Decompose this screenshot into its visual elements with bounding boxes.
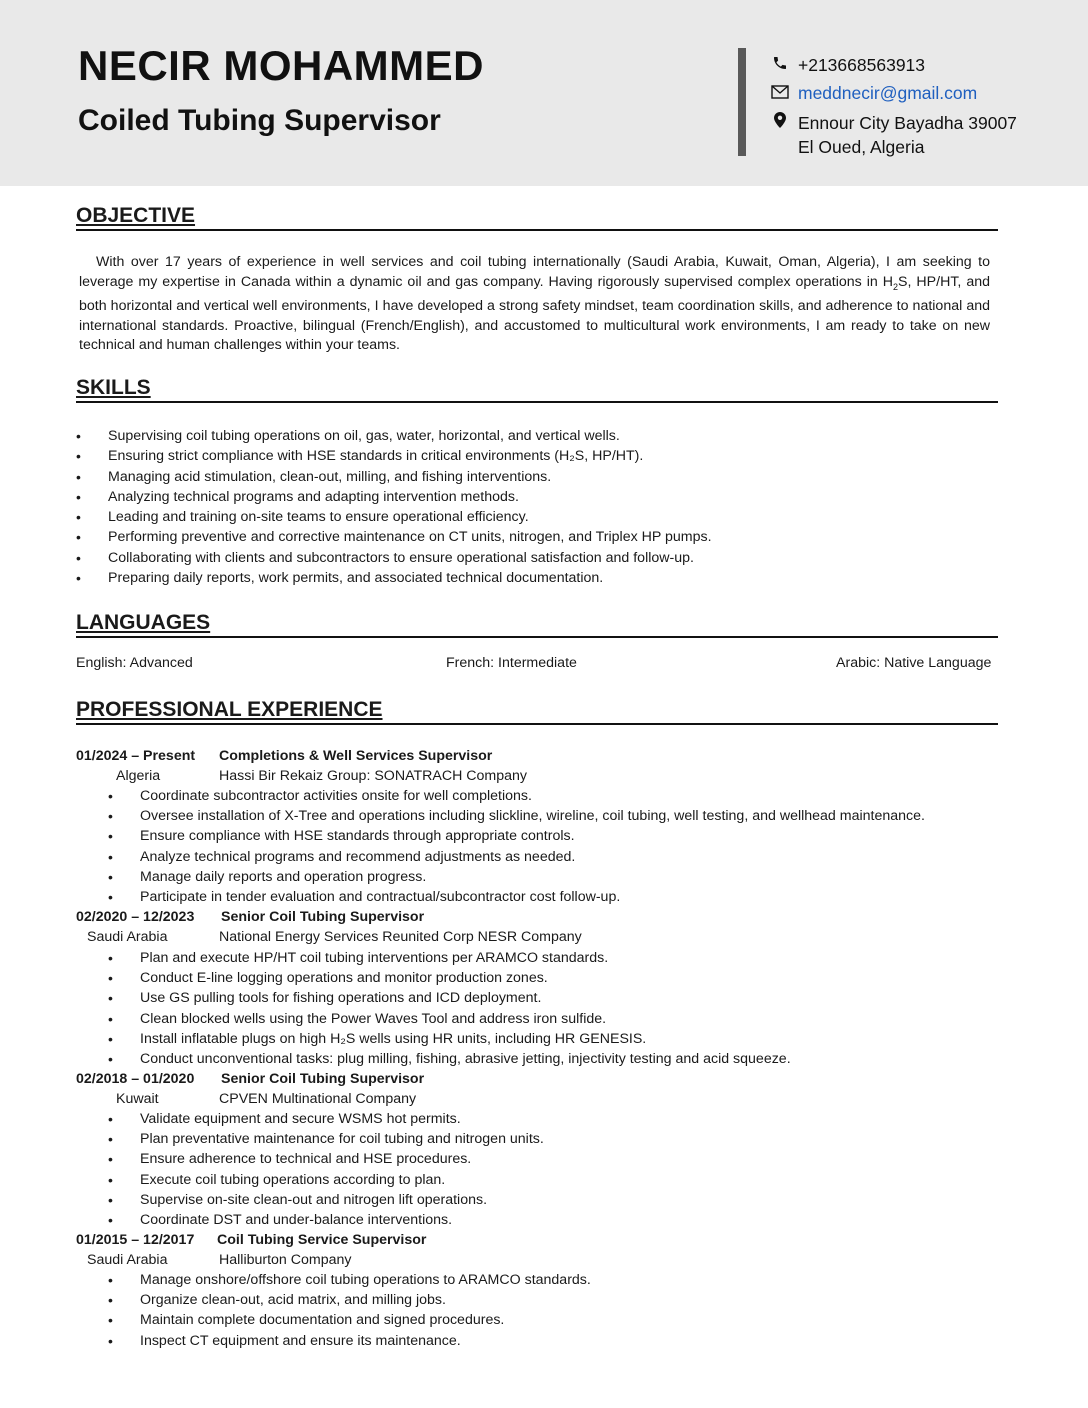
job-dates: 02/2018 – 01/2020 [76, 1071, 195, 1087]
list-item: • Clean blocked wells using the Power Waves Tool and address iron sulfide. [108, 1009, 1008, 1029]
job-duties [108, 1270, 1008, 1351]
list-item: • Use GS pulling tools for fishing operations and ICD deployment. [108, 988, 1008, 1008]
languages-heading: LANGUAGES [76, 611, 998, 638]
list-item: • Coordinate DST and under-balance interventions. [108, 1210, 1008, 1230]
list-item: • Plan and execute HP/HT coil tubing interventions per ARAMCO standards. [108, 948, 1008, 968]
job-title: Senior Coil Tubing Supervisor [221, 909, 425, 925]
candidate-role: Coiled Tubing Supervisor [78, 104, 441, 137]
list-item: • Ensuring strict compliance with HSE standards in critical environments (H₂S, HP/HT). [76, 446, 996, 466]
list-item: • Participate in tender evaluation and contractual/subcontractor cost follow-up. [108, 887, 1008, 907]
contact-email [770, 83, 977, 104]
list-item: • Managing acid stimulation, clean-out, milling, and fishing interventions. [76, 467, 996, 487]
list-item: • Supervising coil tubing operations on oil, gas, water, horizontal, and vertical wells. [76, 426, 996, 446]
list-item: • Analyze technical programs and recommend adjustments as needed. [108, 847, 1008, 867]
list-item: • Preparing daily reports, work permits, and associated technical documentation. [76, 568, 996, 588]
job-header [76, 1230, 427, 1250]
job-company: National Energy Services Reunited Corp NESR Company [219, 929, 582, 945]
job-duties [108, 786, 1008, 907]
job-dates: 01/2024 – Present [76, 748, 196, 764]
job-location: Saudi Arabia [87, 929, 168, 945]
job-duties [108, 1109, 1008, 1230]
list-item: • Supervise on-site clean-out and nitrogen lift operations. [108, 1190, 1008, 1210]
contact-phone [770, 55, 925, 76]
address-line-2: El Oued, Algeria [798, 137, 925, 157]
list-item: • Manage daily reports and operation progress. [108, 867, 1008, 887]
address-line-1: Ennour City Bayadha 39007 [798, 113, 1017, 133]
list-item: • Manage onshore/offshore coil tubing operations to ARAMCO standards. [108, 1270, 1008, 1290]
envelope-icon [770, 85, 790, 103]
language-french: French: Intermediate [446, 655, 577, 671]
job-company: Hassi Bir Rekaiz Group: SONATRACH Company [219, 768, 528, 784]
list-item: • Conduct E-line logging operations and monitor production zones. [108, 968, 1008, 988]
job-dates: 02/2020 – 12/2023 [76, 909, 195, 925]
list-item: • Analyzing technical programs and adapting intervention methods. [76, 487, 996, 507]
map-pin-icon [770, 111, 790, 133]
job-title: Completions & Well Services Supervisor [219, 748, 493, 764]
job-company: CPVEN Multinational Company [219, 1091, 417, 1107]
job-title: Senior Coil Tubing Supervisor [221, 1071, 425, 1087]
job-title: Coil Tubing Service Supervisor [217, 1232, 427, 1248]
list-item: • Organize clean-out, acid matrix, and milling jobs. [108, 1290, 1008, 1310]
experience-heading: PROFESSIONAL EXPERIENCE [76, 698, 998, 725]
contact-address [770, 111, 1017, 134]
job-duties [108, 948, 1008, 1069]
list-item: • Maintain complete documentation and signed procedures. [108, 1310, 1008, 1330]
job-company: Halliburton Company [219, 1252, 352, 1268]
job-header [76, 907, 425, 927]
list-item: • Collaborating with clients and subcontractors to ensure operational satisfaction and follow-up. [76, 548, 996, 568]
skills-heading: SKILLS [76, 376, 998, 403]
list-item: • Oversee installation of X-Tree and operations including slickline, wireline, coil tubing, well testing, and wellhead maintenance. [108, 806, 1008, 826]
objective-heading: OBJECTIVE [76, 204, 998, 231]
candidate-name: NECIR MOHAMMED [78, 42, 484, 89]
list-item: • Validate equipment and secure WSMS hot permits. [108, 1109, 1008, 1129]
list-item: • Ensure adherence to technical and HSE procedures. [108, 1149, 1008, 1169]
list-item: • Execute coil tubing operations according to plan. [108, 1170, 1008, 1190]
job-dates: 01/2015 – 12/2017 [76, 1232, 195, 1248]
list-item: • Coordinate subcontractor activities onsite for well completions. [108, 786, 1008, 806]
email-link[interactable]: meddnecir@gmail.com [798, 83, 978, 103]
list-item: • Performing preventive and corrective maintenance on CT units, nitrogen, and Triplex HP pumps. [76, 527, 996, 547]
list-item: • Install inflatable plugs on high H₂S wells using HR units, including HR GENESIS. [108, 1029, 1008, 1049]
phone-number: +213668563913 [798, 55, 926, 75]
job-header [76, 746, 493, 766]
job-location: Saudi Arabia [87, 1252, 168, 1268]
list-item: • Conduct unconventional tasks: plug milling, fishing, abrasive jetting, injectivity testing and acid squeeze. [108, 1049, 1008, 1069]
list-item: • Plan preventative maintenance for coil tubing and nitrogen units. [108, 1129, 1008, 1149]
resume-header [0, 0, 1088, 186]
skills-list [76, 426, 996, 588]
job-header [76, 1069, 425, 1089]
language-english: English: Advanced [76, 655, 193, 671]
job-location: Kuwait [116, 1091, 159, 1107]
list-item: • Leading and training on-site teams to ensure operational efficiency. [76, 507, 996, 527]
list-item: • Inspect CT equipment and ensure its maintenance. [108, 1331, 1008, 1351]
language-arabic: Arabic: Native Language [836, 655, 992, 671]
list-item: • Ensure compliance with HSE standards through appropriate controls. [108, 826, 1008, 846]
job-location: Algeria [116, 768, 161, 784]
objective-text: With over 17 years of experience in well services and coil tubing internationally (Saudi Arabia, Kuwait, Oman, Algeria), I am seeking to leverage my expertise in Canada within a dynamic oil and gas company. Having rigorously supervised complex operations in $H_2S$, HP/HT, and both horizontal and vertical well environments, I have developed a strong safety mindset, team coordination skills, and adherence to national and international standards. Proactive, bilingual (French/English), and accustomed to multicultural work environments, I am ready to take on new technical and human challenges within your teams. [79, 254, 991, 354]
header-divider [738, 48, 746, 156]
phone-icon [770, 55, 790, 75]
